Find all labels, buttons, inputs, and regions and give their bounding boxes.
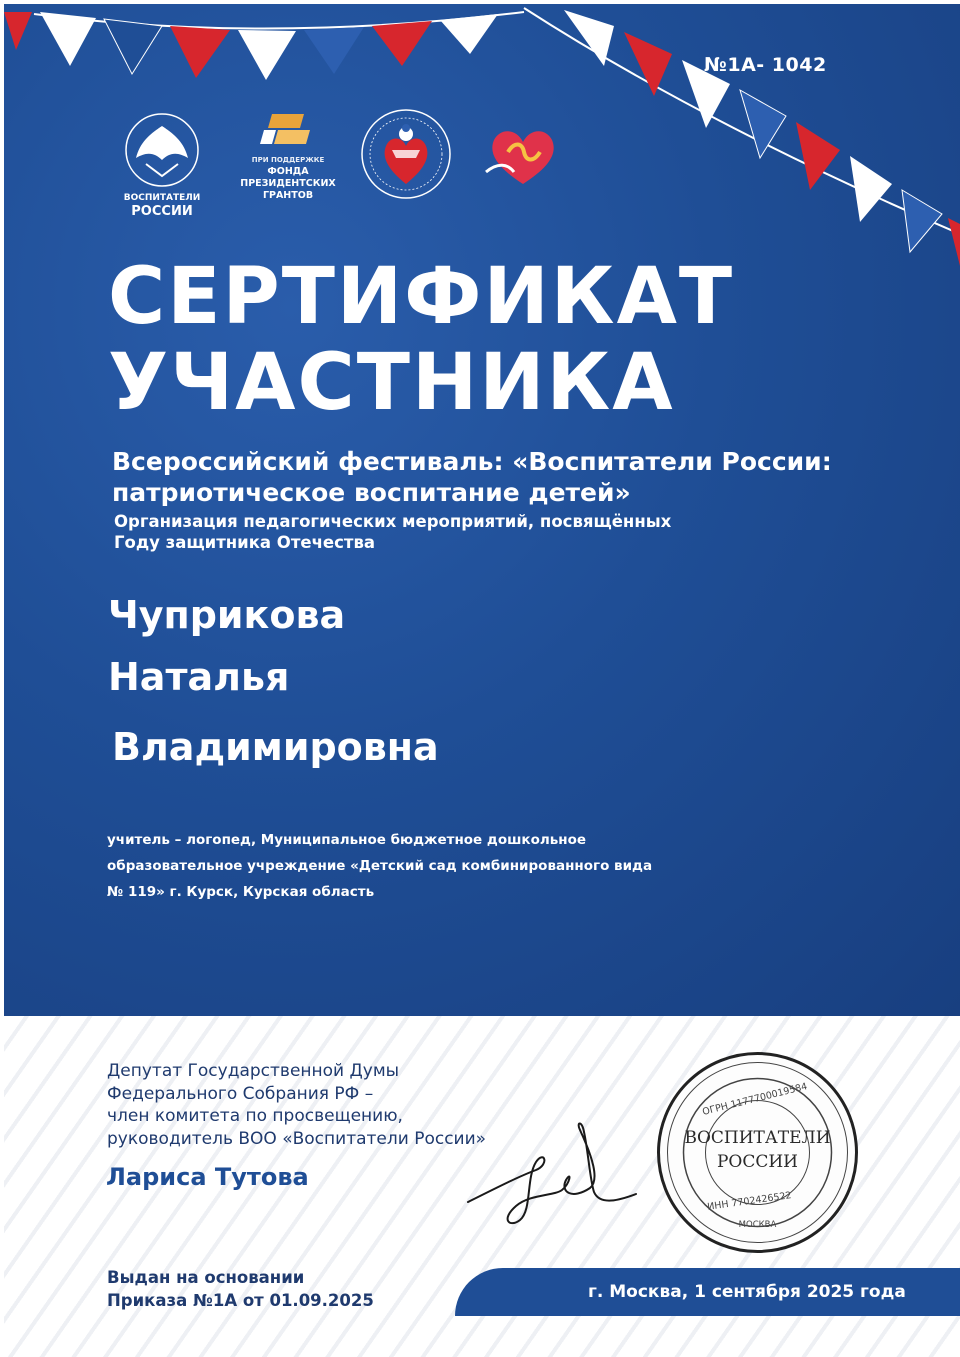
national-program-logo	[356, 104, 466, 204]
official-stamp	[655, 1050, 860, 1255]
recipient-patronymic: Владимировна	[112, 725, 439, 769]
certificate-title-line2: УЧАСТНИКА	[108, 338, 675, 428]
heart-swirl-icon	[478, 112, 568, 192]
vospitateli-logo-label: ВОСПИТАТЕЛИ РОССИИ	[123, 193, 201, 219]
signature	[460, 1110, 640, 1230]
luch-logo	[478, 112, 568, 192]
certificate-number: №1А- 1042	[704, 54, 827, 76]
bird-emblem-icon	[106, 108, 218, 188]
signer-title: Депутат Государственной Думы Федерального Собрания РФ – член комитета по просвещению, руководитель ВОО «Воспитатели России»	[107, 1061, 487, 1149]
stamp-ogrn: ОГРН 1177700019584	[701, 1081, 809, 1118]
issue-basis: Выдан на основании Приказа №1А от 01.09.2025	[107, 1268, 374, 1310]
grants-logo-label: ПРИ ПОДДЕРЖКЕ ФОНДА ПРЕЗИДЕНТСКИХ ГРАНТОВ	[240, 156, 336, 201]
certificate-title-line1: СЕРТИФИКАТ	[108, 252, 735, 342]
issue-place-date: г. Москва, 1 сентября 2025 года	[588, 1282, 906, 1302]
stamp-inn: ИНН 7702426522	[706, 1190, 793, 1213]
presidential-grants-logo	[234, 110, 342, 210]
certificate-top-panel	[4, 4, 960, 1016]
event-description: Организация педагогических мероприятий, посвящённых Году защитника Отечества	[114, 512, 672, 552]
vospitateli-rossii-logo	[106, 108, 218, 218]
stamp-city: МОСКВА	[738, 1220, 777, 1230]
stamp-center-line1: ВОСПИТАТЕЛИ	[684, 1128, 831, 1148]
signer-name: Лариса Тутова	[106, 1163, 309, 1191]
recipient-surname: Чуприкова	[108, 593, 346, 637]
festival-name: Всероссийский фестиваль: «Воспитатели России: патриотическое воспитание детей»	[112, 447, 832, 507]
recipient-first-name: Наталья	[108, 655, 290, 699]
stamp-center-line2: РОССИИ	[716, 1152, 799, 1172]
grants-emblem-icon	[234, 110, 342, 150]
recipient-position: учитель – логопед, Муниципальное бюджетное дошкольное образовательное учреждение «Детский сад комбинированного вида № 119» г. Курск, Курская область	[107, 832, 653, 900]
heart-bird-emblem-icon	[356, 104, 456, 204]
